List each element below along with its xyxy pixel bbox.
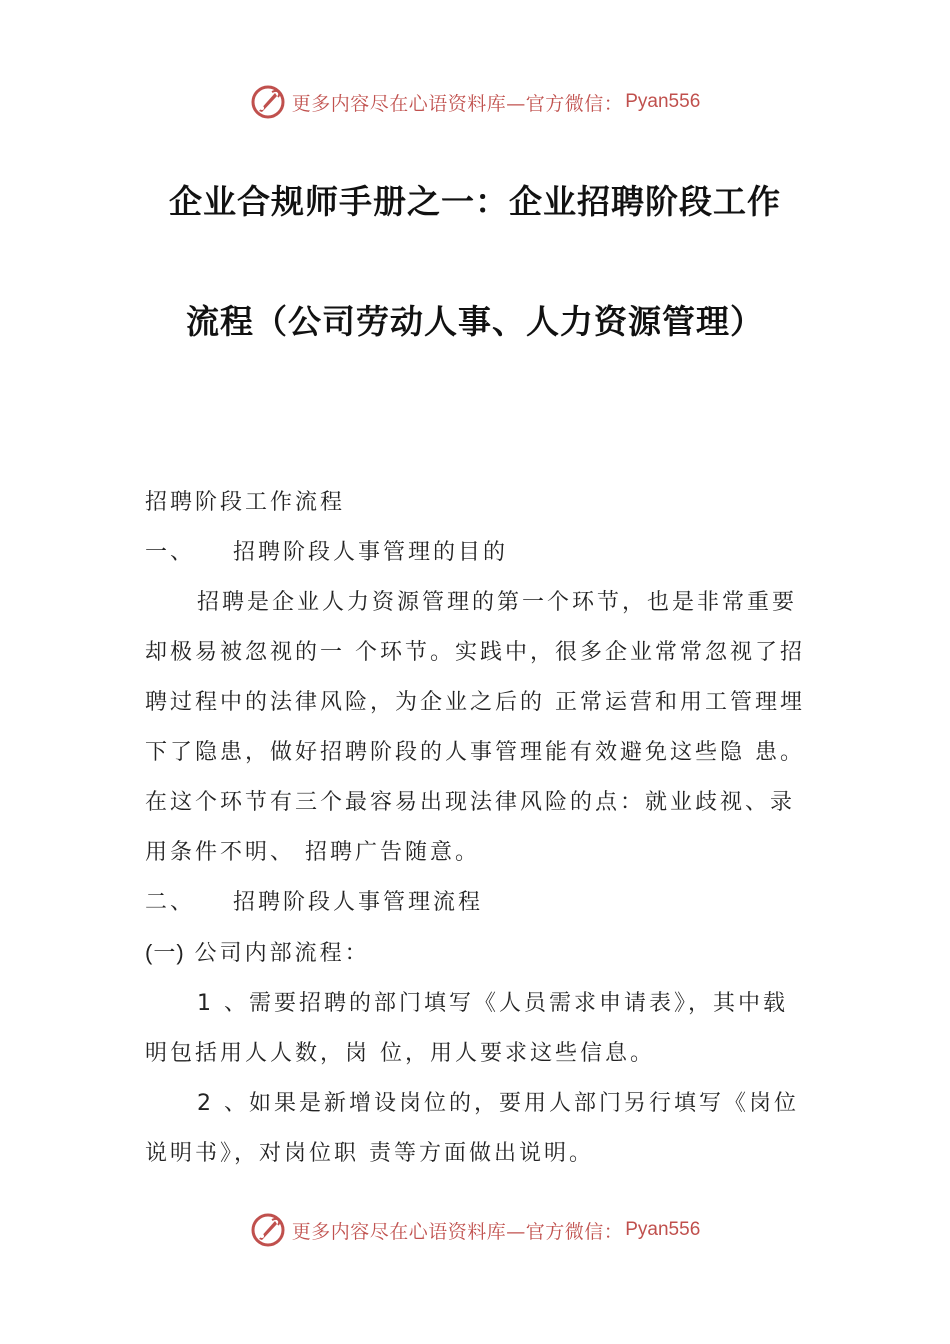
watermark-footer	[0, 1210, 950, 1250]
body-heading: 招聘阶段工作流程	[145, 490, 346, 515]
list-item: 1 、需要招聘的部门填写《人员需求申请表》，其中载明包括用人人数，岗 位，用人要求这些信息。	[145, 991, 788, 1066]
section-number: 一、	[145, 540, 196, 565]
section-title: 招聘阶段人事管理流程	[233, 890, 484, 915]
watermark-text: 更多内容尽在心语资料库—官方微信：	[291, 1220, 624, 1243]
section-heading-2	[145, 878, 805, 928]
subsection-number: (一)	[145, 940, 185, 965]
section-title: 招聘阶段人事管理的目的	[233, 540, 509, 565]
document-title-line-1: 企业合规师手册之一：企业招聘阶段工作	[169, 182, 781, 221]
watermark-header	[0, 82, 950, 122]
section-number: 二、	[145, 890, 196, 915]
document-body	[145, 478, 805, 1179]
list-item: 2 、如果是新增设岗位的，要用人部门另行填写《岗位说明书》，对岗位职 责等方面做出说明。	[145, 1091, 799, 1166]
quill-logo-icon	[250, 84, 286, 120]
subsection-title: 公司内部流程：	[194, 941, 370, 966]
watermark-text: 更多内容尽在心语资料库—官方微信：	[291, 92, 624, 115]
quill-logo-icon	[250, 1212, 286, 1248]
watermark-wechat-id: Pyan556	[625, 91, 701, 112]
section-heading-1	[145, 528, 805, 578]
watermark-wechat-id: Pyan556	[625, 1219, 701, 1240]
document-title-line-2: 流程（公司劳动人事、人力资源管理）	[186, 302, 764, 341]
paragraph-recruitment-purpose: 招聘是企业人力资源管理的第一个环节，也是非常重要却极易被忽视的一 个环节。实践中，很多企业常常忽视了招聘过程中的法律风险，为企业之后的 正常运营和用工管理埋下了隐患，做好招聘阶段的人事管理能有效避免这些隐 患。在这个环节有三个最容易出现法律风险的点：就业歧视、录用条件不明、 招聘广告随意。	[145, 590, 805, 865]
subsection-heading-1	[145, 928, 805, 979]
